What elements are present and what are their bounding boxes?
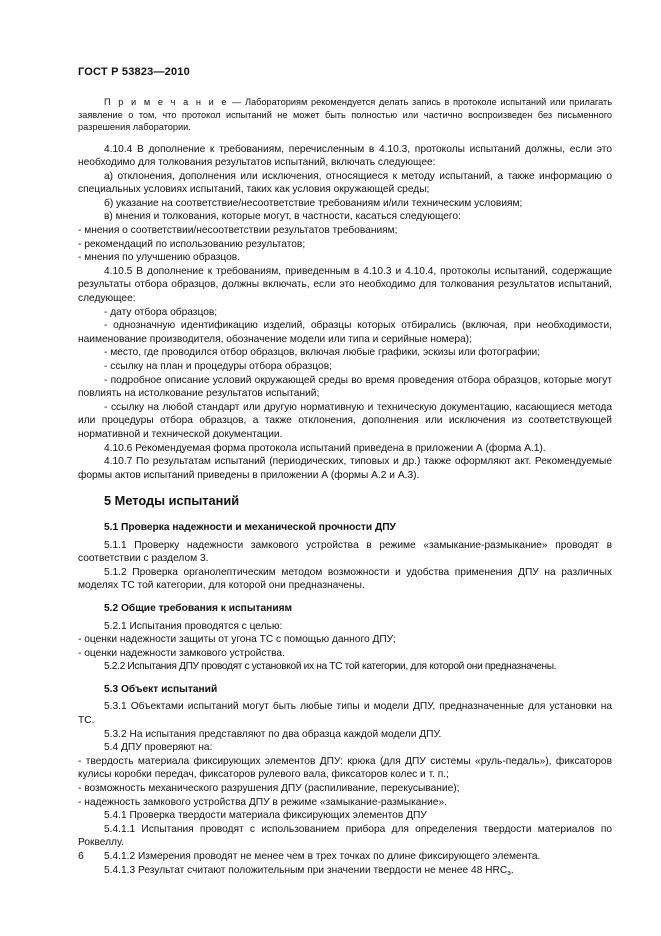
note-label: П р и м е ч а н и е <box>104 97 229 107</box>
paragraph-5-4-1-3 <box>78 864 612 878</box>
dash-item: - рекомендаций по использованию результатов; <box>78 238 306 250</box>
hardness-end: . <box>510 864 514 876</box>
dash-item: - твердость материала фиксирующих элементов ДПУ: крюка (для ДПУ системы «руль-педаль»), фиксаторов кулисы коробки передач, фиксаторов рулевого вала, фиксаторов колес и т. п.; <box>78 755 612 781</box>
paragraph-5-1-1: 5.1.1 Проверку надежности замкового устройства в режиме «замыкание-размыкание» проводят в соответствии с разделом 3. <box>78 539 612 565</box>
document-body <box>78 96 612 877</box>
dash-item: - мнения о соответствии/несоответствии результатов требованиям; <box>78 225 398 237</box>
list-item-v: в) мнения и толкования, которые могут, в частности, касаться следующего: <box>104 211 461 223</box>
dash-item: - надежность замкового устройства ДПУ в режиме «замыкание-размыкание». <box>78 796 447 808</box>
dash-item: - мнения по улучшению образцов. <box>78 252 241 264</box>
list-item-a: а) отклонения, дополнения или исключения, относящиеся к методу испытаний, а также информацию о специальных условиях испытаний, таких как условия окружающей среды; <box>78 170 612 196</box>
paragraph-4-10-6: 4.10.6 Рекомендуемая форма протокола испытаний приведена в приложении А (форма А.1). <box>104 442 546 454</box>
paragraph-5-3-1: 5.3.1 Объектами испытаний могут быть любые типы и модели ДПУ, предназначенные для установки на ТС. <box>78 701 612 727</box>
dash-item: - однозначную идентификацию изделий, образцы которых отбирались (включая, при необходимости, наименование производителя, обозначение модели или типа и серийные номера); <box>78 320 612 345</box>
page-number: 6 <box>78 850 84 862</box>
section-5-heading: 5 Методы испытаний <box>104 493 240 509</box>
note-paragraph <box>78 96 612 134</box>
dash-item: - оценки надежности замкового устройства. <box>78 647 285 659</box>
paragraph-4-10-7: 4.10.7 По результатам испытаний (периодических, типовых и др.) также оформляют акт. Рекомендуемые формы актов испытаний приведены в приложении А (формы А.2 и А.3). <box>78 456 612 481</box>
subsection-5-3-heading: 5.3 Объект испытаний <box>104 683 218 695</box>
document-header: ГОСТ Р 53823—2010 <box>78 66 190 78</box>
paragraph-5-2-1: 5.2.1 Испытания проводятся с целью: <box>104 620 283 632</box>
dash-item: - подробное описание условий окружающей среды во время проведения отбора образцов, которые могут повлиять на истолкование результатов испытаний; <box>78 374 612 400</box>
paragraph-5-4-1: 5.4.1 Проверка твердости материала фиксирующих элементов ДПУ <box>104 810 427 822</box>
subsection-5-2-heading: 5.2 Общие требования к испытаниям <box>104 602 293 614</box>
dash-item: - оценки надежности защиты от угона ТС с помощью данного ДПУ; <box>78 634 396 646</box>
paragraph-5-1-2: 5.1.2 Проверка органолептическим методом возможности и удобства применения ДПУ на различных моделях ТС той категории, для которой они предназначены. <box>78 566 612 592</box>
dash-item: - ссылку на план и процедуры отбора образцов; <box>104 361 332 372</box>
dash-item: - место, где проводился отбор образцов, включая любые графики, эскизы или фотографии; <box>104 347 541 359</box>
dash-item: - ссылку на любой стандарт или другую нормативную и техническую документацию, касающиеся метода или процедуры отбора образцов, а также отклонения, дополнения или исключения из соответствующей нормативной и технической документации. <box>78 401 612 440</box>
paragraph-5-2-2: 5.2.2 Испытания ДПУ проводят с установкой их на ТС той категории, для которой они предназначены. <box>104 661 557 673</box>
subsection-5-1-heading: 5.1 Проверка надежности и механической прочности ДПУ <box>104 521 396 533</box>
note-text: — Лабораториям рекомендуется делать запись в протоколе испытаний или прилагать заявление о том, что протокол испытаний не может быть полностью или частично воспроизведен без письменного разрешения лаборатории. <box>78 97 612 132</box>
paragraph-4-10-4: 4.10.4 В дополнение к требованиям, перечисленным в 4.10.3, протоколы испытаний должны, если это необходимо для толкования результатов испытаний, включать следующее: <box>78 143 612 169</box>
dash-item: - дату отбора образцов; <box>104 306 218 318</box>
dash-item: - возможность механического разрушения ДПУ (распиливание, перекусывание); <box>78 783 460 795</box>
hardness-subscript: э <box>507 869 511 877</box>
hardness-text: 5.4.1.3 Результат считают положительным при значении твердости не менее 48 HRC <box>104 864 508 876</box>
paragraph-5-4-1-2: 5.4.1.2 Измерения проводят не менее чем в трех точках по длине фиксирующего элемента. <box>104 851 541 862</box>
paragraph-5-4-1-1: 5.4.1.1 Испытания проводят с использованием прибора для определения твердости материалов по Роквеллу. <box>78 823 612 849</box>
list-item-b: б) указание на соответствие/несоответствие требованиям и/или техническим условиям; <box>104 197 523 209</box>
paragraph-5-3-2: 5.3.2 На испытания представляют по два образца каждой модели ДПУ. <box>104 728 442 740</box>
paragraph-5-4: 5.4 ДПУ проверяют на: <box>104 742 213 754</box>
paragraph-4-10-5: 4.10.5 В дополнение к требованиям, приведенным в 4.10.3 и 4.10.4, протоколы испытаний, содержащие результаты отбора образцов, должны включать, если это необходимо для толкования результатов испытаний, следующее: <box>78 265 612 305</box>
